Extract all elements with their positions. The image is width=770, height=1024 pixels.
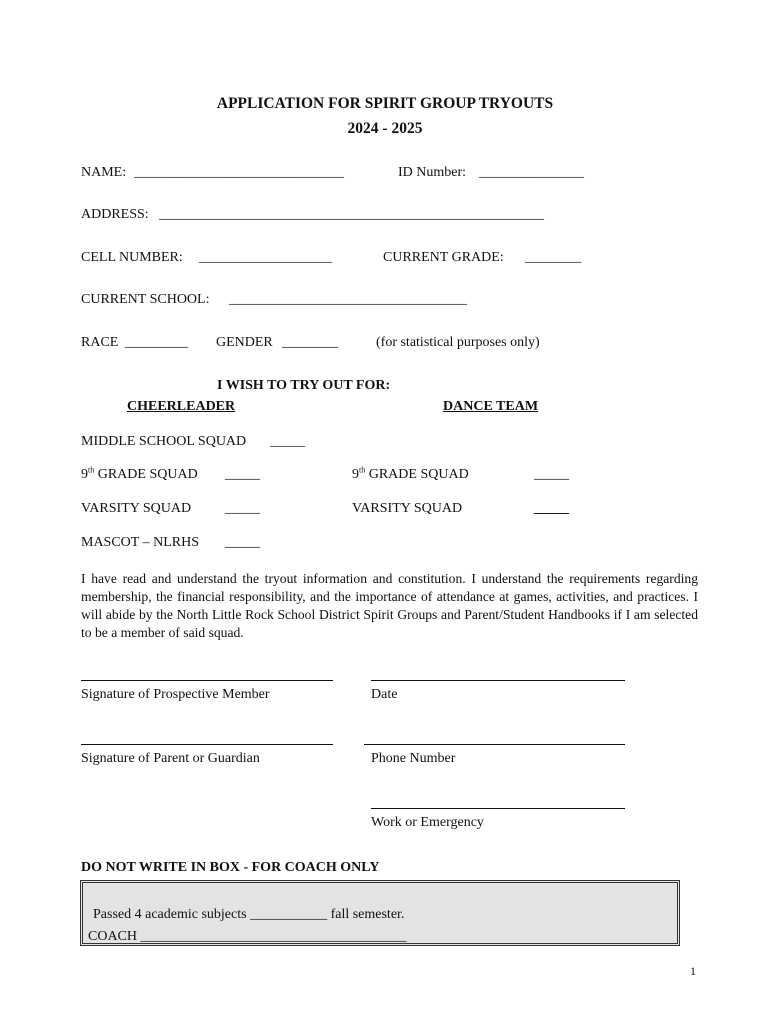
address-label: ADDRESS: — [81, 207, 149, 222]
cell-number-field[interactable]: ___________________ — [199, 250, 332, 265]
member-signature-label: Signature of Prospective Member — [81, 687, 270, 702]
page-title: APPLICATION FOR SPIRIT GROUP TRYOUTS — [216, 95, 554, 112]
date-line[interactable] — [371, 680, 625, 681]
middle-school-squad-label: MIDDLE SCHOOL SQUAD — [81, 434, 247, 449]
work-emergency-line[interactable] — [371, 808, 625, 809]
mascot-field[interactable]: _____ — [225, 535, 260, 550]
dance-9th-grade-squad-label: 9th GRADE SQUAD — [352, 465, 469, 482]
current-school-label: CURRENT SCHOOL: — [81, 292, 210, 307]
middle-school-squad-field[interactable]: _____ — [270, 434, 305, 449]
race-field[interactable]: _________ — [125, 335, 188, 350]
phone-number-label: Phone Number — [371, 751, 456, 766]
phone-number-line[interactable] — [364, 744, 625, 745]
page-number: 1 — [690, 964, 696, 978]
academic-subjects-label: Passed 4 academic subjects — [93, 907, 247, 922]
gender-label: GENDER — [216, 335, 273, 350]
address-field[interactable]: _______________________________________________________ — [159, 207, 544, 222]
mascot-label: MASCOT – NLRHS — [81, 535, 199, 550]
dance-varsity-squad-label: VARSITY SQUAD — [352, 501, 463, 516]
current-school-field[interactable]: __________________________________ — [229, 292, 467, 307]
race-label: RACE — [81, 335, 119, 350]
dance-team-heading: DANCE TEAM — [443, 399, 539, 414]
parent-signature-label: Signature of Parent or Guardian — [81, 751, 260, 766]
id-number-field[interactable]: _______________ — [479, 165, 584, 180]
name-label: NAME: — [81, 165, 127, 180]
fall-semester-label: fall semester. — [330, 907, 405, 922]
academic-subjects-field[interactable]: ___________ — [250, 907, 328, 922]
work-emergency-label: Work or Emergency — [371, 815, 484, 830]
agreement-statement: I have read and understand the tryout information and constitution. I understand the requirements regarding membership, the financial responsibility, and the importance of attendance at games, activities, and practices. I will abide by the North Little Rock School District Spirit Groups and Parent/Student Handbooks if I am selected to be a member of said squad. — [81, 571, 698, 640]
coach-line — [88, 930, 407, 944]
academic-subjects-line — [93, 908, 404, 922]
coach-label: COACH — [88, 929, 138, 944]
cheer-varsity-squad-field[interactable]: _____ — [225, 501, 260, 516]
current-grade-label: CURRENT GRADE: — [383, 250, 504, 265]
statistical-note: (for statistical purposes only) — [376, 335, 540, 350]
tryout-heading: I WISH TO TRY OUT FOR: — [217, 378, 391, 393]
member-signature-line[interactable] — [81, 680, 333, 681]
cheer-varsity-squad-label: VARSITY SQUAD — [81, 501, 192, 516]
coach-only-box — [80, 880, 680, 946]
gender-field[interactable]: ________ — [282, 335, 338, 350]
coach-field[interactable]: ______________________________________ — [140, 929, 407, 944]
cheer-9th-grade-squad-label: 9th GRADE SQUAD — [81, 465, 198, 482]
school-year: 2024 - 2025 — [347, 120, 423, 137]
id-number-label: ID Number: — [398, 165, 467, 180]
coach-only-heading: DO NOT WRITE IN BOX - FOR COACH ONLY — [81, 860, 380, 875]
dance-9th-grade-squad-field[interactable]: _____ — [534, 467, 569, 482]
dance-varsity-squad-field[interactable]: _____ — [534, 501, 569, 516]
parent-signature-line[interactable] — [81, 744, 333, 745]
name-field[interactable]: ______________________________ — [134, 165, 344, 180]
cheerleader-heading: CHEERLEADER — [127, 399, 236, 414]
date-label: Date — [371, 687, 398, 702]
current-grade-field[interactable]: ________ — [525, 250, 581, 265]
cell-number-label: CELL NUMBER: — [81, 250, 183, 265]
cheer-9th-grade-squad-field[interactable]: _____ — [225, 467, 260, 482]
